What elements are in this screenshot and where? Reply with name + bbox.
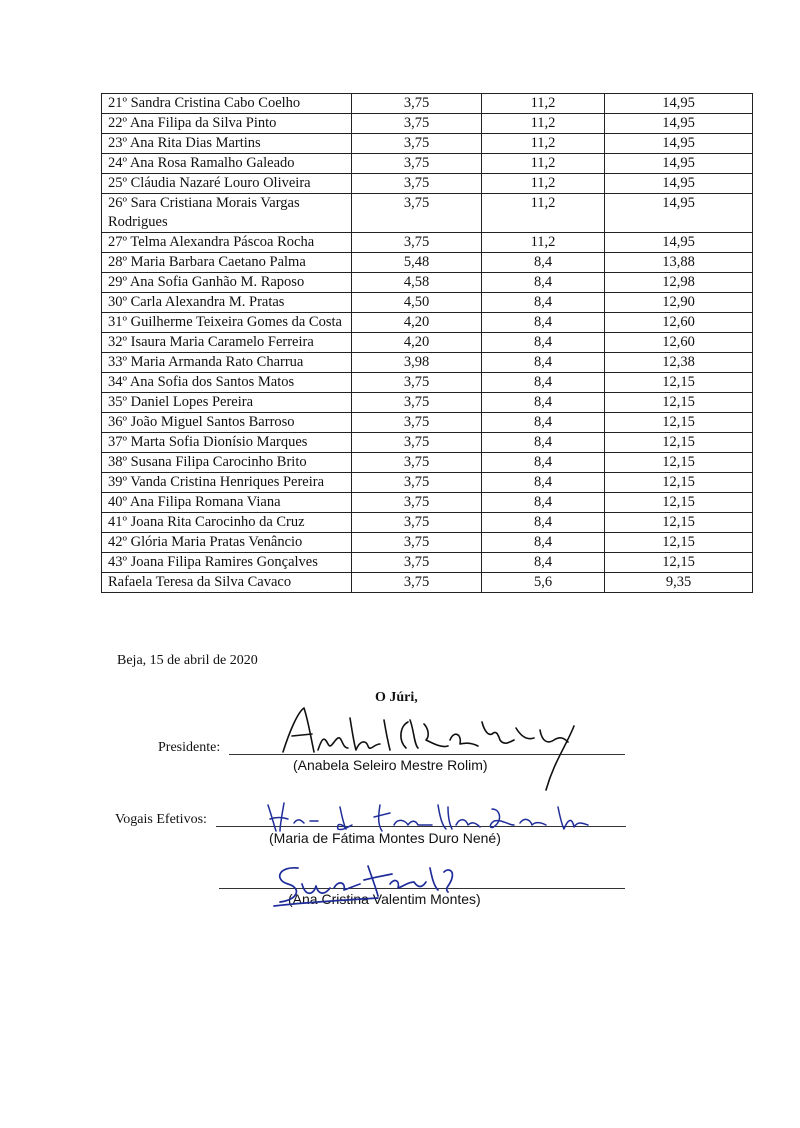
final-score-cell: 14,95: [605, 194, 753, 233]
final-score-cell: 14,95: [605, 154, 753, 174]
score-2-cell: 8,4: [482, 273, 605, 293]
table-row: [102, 154, 753, 174]
score-2-cell: 11,2: [482, 233, 605, 253]
table-row: [102, 533, 753, 553]
score-1-cell: 3,75: [352, 233, 482, 253]
score-2-cell: 8,4: [482, 473, 605, 493]
table-row: [102, 94, 753, 114]
final-score-cell: 12,90: [605, 293, 753, 313]
candidate-name-cell: 25º Cláudia Nazaré Louro Oliveira: [102, 174, 352, 194]
vogal2-signature: [268, 858, 478, 913]
table-row: [102, 253, 753, 273]
table-row: [102, 573, 753, 593]
final-score-cell: 9,35: [605, 573, 753, 593]
final-score-cell: 14,95: [605, 233, 753, 253]
final-score-cell: 14,95: [605, 174, 753, 194]
score-2-cell: 8,4: [482, 553, 605, 573]
score-1-cell: 4,50: [352, 293, 482, 313]
score-1-cell: 3,75: [352, 134, 482, 154]
president-signature: [278, 700, 598, 795]
candidate-name-cell: 22º Ana Filipa da Silva Pinto: [102, 114, 352, 134]
score-2-cell: 8,4: [482, 293, 605, 313]
table-row: [102, 393, 753, 413]
final-score-cell: 12,38: [605, 353, 753, 373]
score-1-cell: 3,75: [352, 533, 482, 553]
table-row: [102, 293, 753, 313]
score-2-cell: 8,4: [482, 513, 605, 533]
candidate-name-cell: 26º Sara Cristiana Morais Vargas Rodrigues: [102, 194, 352, 233]
score-2-cell: 8,4: [482, 413, 605, 433]
candidate-name-cell: 34º Ana Sofia dos Santos Matos: [102, 373, 352, 393]
score-2-cell: 11,2: [482, 194, 605, 233]
score-1-cell: 3,75: [352, 573, 482, 593]
score-2-cell: 11,2: [482, 94, 605, 114]
table-row: [102, 273, 753, 293]
score-2-cell: 8,4: [482, 533, 605, 553]
candidate-name-cell: 24º Ana Rosa Ramalho Galeado: [102, 154, 352, 174]
score-2-cell: 5,6: [482, 573, 605, 593]
vogal1-signature: [262, 795, 602, 840]
candidate-name-cell: 30º Carla Alexandra M. Pratas: [102, 293, 352, 313]
score-1-cell: 3,75: [352, 114, 482, 134]
score-1-cell: 3,75: [352, 433, 482, 453]
candidate-name-cell: 41º Joana Rita Carocinho da Cruz: [102, 513, 352, 533]
table-row: [102, 553, 753, 573]
score-1-cell: 4,20: [352, 333, 482, 353]
score-1-cell: 3,75: [352, 413, 482, 433]
table-row: [102, 114, 753, 134]
president-name: (Anabela Seleiro Mestre Rolim): [293, 757, 488, 773]
final-score-cell: 14,95: [605, 114, 753, 134]
candidate-name-cell: 33º Maria Armanda Rato Charrua: [102, 353, 352, 373]
score-1-cell: 3,75: [352, 174, 482, 194]
final-score-cell: 12,60: [605, 313, 753, 333]
score-1-cell: 5,48: [352, 253, 482, 273]
table-row: [102, 433, 753, 453]
candidate-name-cell: 43º Joana Filipa Ramires Gonçalves: [102, 553, 352, 573]
document-date: Beja, 15 de abril de 2020: [117, 653, 258, 668]
candidate-name-cell: 29º Ana Sofia Ganhão M. Raposo: [102, 273, 352, 293]
candidate-name-cell: 23º Ana Rita Dias Martins: [102, 134, 352, 154]
candidate-name-cell: 21º Sandra Cristina Cabo Coelho: [102, 94, 352, 114]
final-score-cell: 12,15: [605, 493, 753, 513]
score-1-cell: 3,75: [352, 154, 482, 174]
score-1-cell: 4,20: [352, 313, 482, 333]
score-1-cell: 3,75: [352, 94, 482, 114]
table-row: [102, 473, 753, 493]
table-row: [102, 333, 753, 353]
candidate-name-cell: 42º Glória Maria Pratas Venâncio: [102, 533, 352, 553]
table-row: [102, 413, 753, 433]
score-2-cell: 8,4: [482, 353, 605, 373]
candidate-name-cell: 39º Vanda Cristina Henriques Pereira: [102, 473, 352, 493]
table-row: [102, 174, 753, 194]
table-row: [102, 233, 753, 253]
final-score-cell: 13,88: [605, 253, 753, 273]
score-1-cell: 3,75: [352, 453, 482, 473]
candidate-name-cell: 36º João Miguel Santos Barroso: [102, 413, 352, 433]
score-1-cell: 3,75: [352, 194, 482, 233]
score-1-cell: 3,98: [352, 353, 482, 373]
vogais-label: Vogais Efetivos:: [115, 812, 207, 827]
score-1-cell: 3,75: [352, 373, 482, 393]
final-score-cell: 12,60: [605, 333, 753, 353]
table-row: [102, 373, 753, 393]
score-2-cell: 11,2: [482, 154, 605, 174]
jury-heading: O Júri,: [375, 690, 418, 705]
results-table: [101, 93, 753, 593]
score-2-cell: 11,2: [482, 114, 605, 134]
table-row: [102, 313, 753, 333]
table-row: [102, 513, 753, 533]
score-1-cell: 3,75: [352, 513, 482, 533]
score-1-cell: 4,58: [352, 273, 482, 293]
table-row: [102, 453, 753, 473]
score-2-cell: 11,2: [482, 174, 605, 194]
results-table-body: [102, 94, 753, 593]
candidate-name-cell: Rafaela Teresa da Silva Cavaco: [102, 573, 352, 593]
final-score-cell: 12,15: [605, 453, 753, 473]
final-score-cell: 12,15: [605, 533, 753, 553]
final-score-cell: 12,15: [605, 553, 753, 573]
score-2-cell: 8,4: [482, 373, 605, 393]
final-score-cell: 12,15: [605, 373, 753, 393]
score-1-cell: 3,75: [352, 393, 482, 413]
table-row: [102, 194, 753, 233]
table-row: [102, 353, 753, 373]
candidate-name-cell: 32º Isaura Maria Caramelo Ferreira: [102, 333, 352, 353]
score-2-cell: 8,4: [482, 393, 605, 413]
vogal1-name: (Maria de Fátima Montes Duro Nené): [269, 830, 501, 846]
candidate-name-cell: 28º Maria Barbara Caetano Palma: [102, 253, 352, 273]
score-1-cell: 3,75: [352, 493, 482, 513]
score-2-cell: 8,4: [482, 253, 605, 273]
score-1-cell: 3,75: [352, 553, 482, 573]
score-2-cell: 8,4: [482, 333, 605, 353]
score-1-cell: 3,75: [352, 473, 482, 493]
table-row: [102, 134, 753, 154]
score-2-cell: 8,4: [482, 433, 605, 453]
candidate-name-cell: 38º Susana Filipa Carocinho Brito: [102, 453, 352, 473]
candidate-name-cell: 27º Telma Alexandra Páscoa Rocha: [102, 233, 352, 253]
score-2-cell: 8,4: [482, 453, 605, 473]
final-score-cell: 12,15: [605, 473, 753, 493]
final-score-cell: 14,95: [605, 134, 753, 154]
score-2-cell: 8,4: [482, 313, 605, 333]
candidate-name-cell: 40º Ana Filipa Romana Viana: [102, 493, 352, 513]
final-score-cell: 12,15: [605, 433, 753, 453]
candidate-name-cell: 37º Marta Sofia Dionísio Marques: [102, 433, 352, 453]
table-row: [102, 493, 753, 513]
final-score-cell: 12,15: [605, 393, 753, 413]
candidate-name-cell: 35º Daniel Lopes Pereira: [102, 393, 352, 413]
vogal2-name: (Ana Cristina Valentim Montes): [288, 891, 481, 907]
final-score-cell: 12,15: [605, 413, 753, 433]
president-label: Presidente:: [158, 740, 221, 755]
final-score-cell: 14,95: [605, 94, 753, 114]
score-2-cell: 8,4: [482, 493, 605, 513]
candidate-name-cell: 31º Guilherme Teixeira Gomes da Costa: [102, 313, 352, 333]
final-score-cell: 12,98: [605, 273, 753, 293]
final-score-cell: 12,15: [605, 513, 753, 533]
score-2-cell: 11,2: [482, 134, 605, 154]
